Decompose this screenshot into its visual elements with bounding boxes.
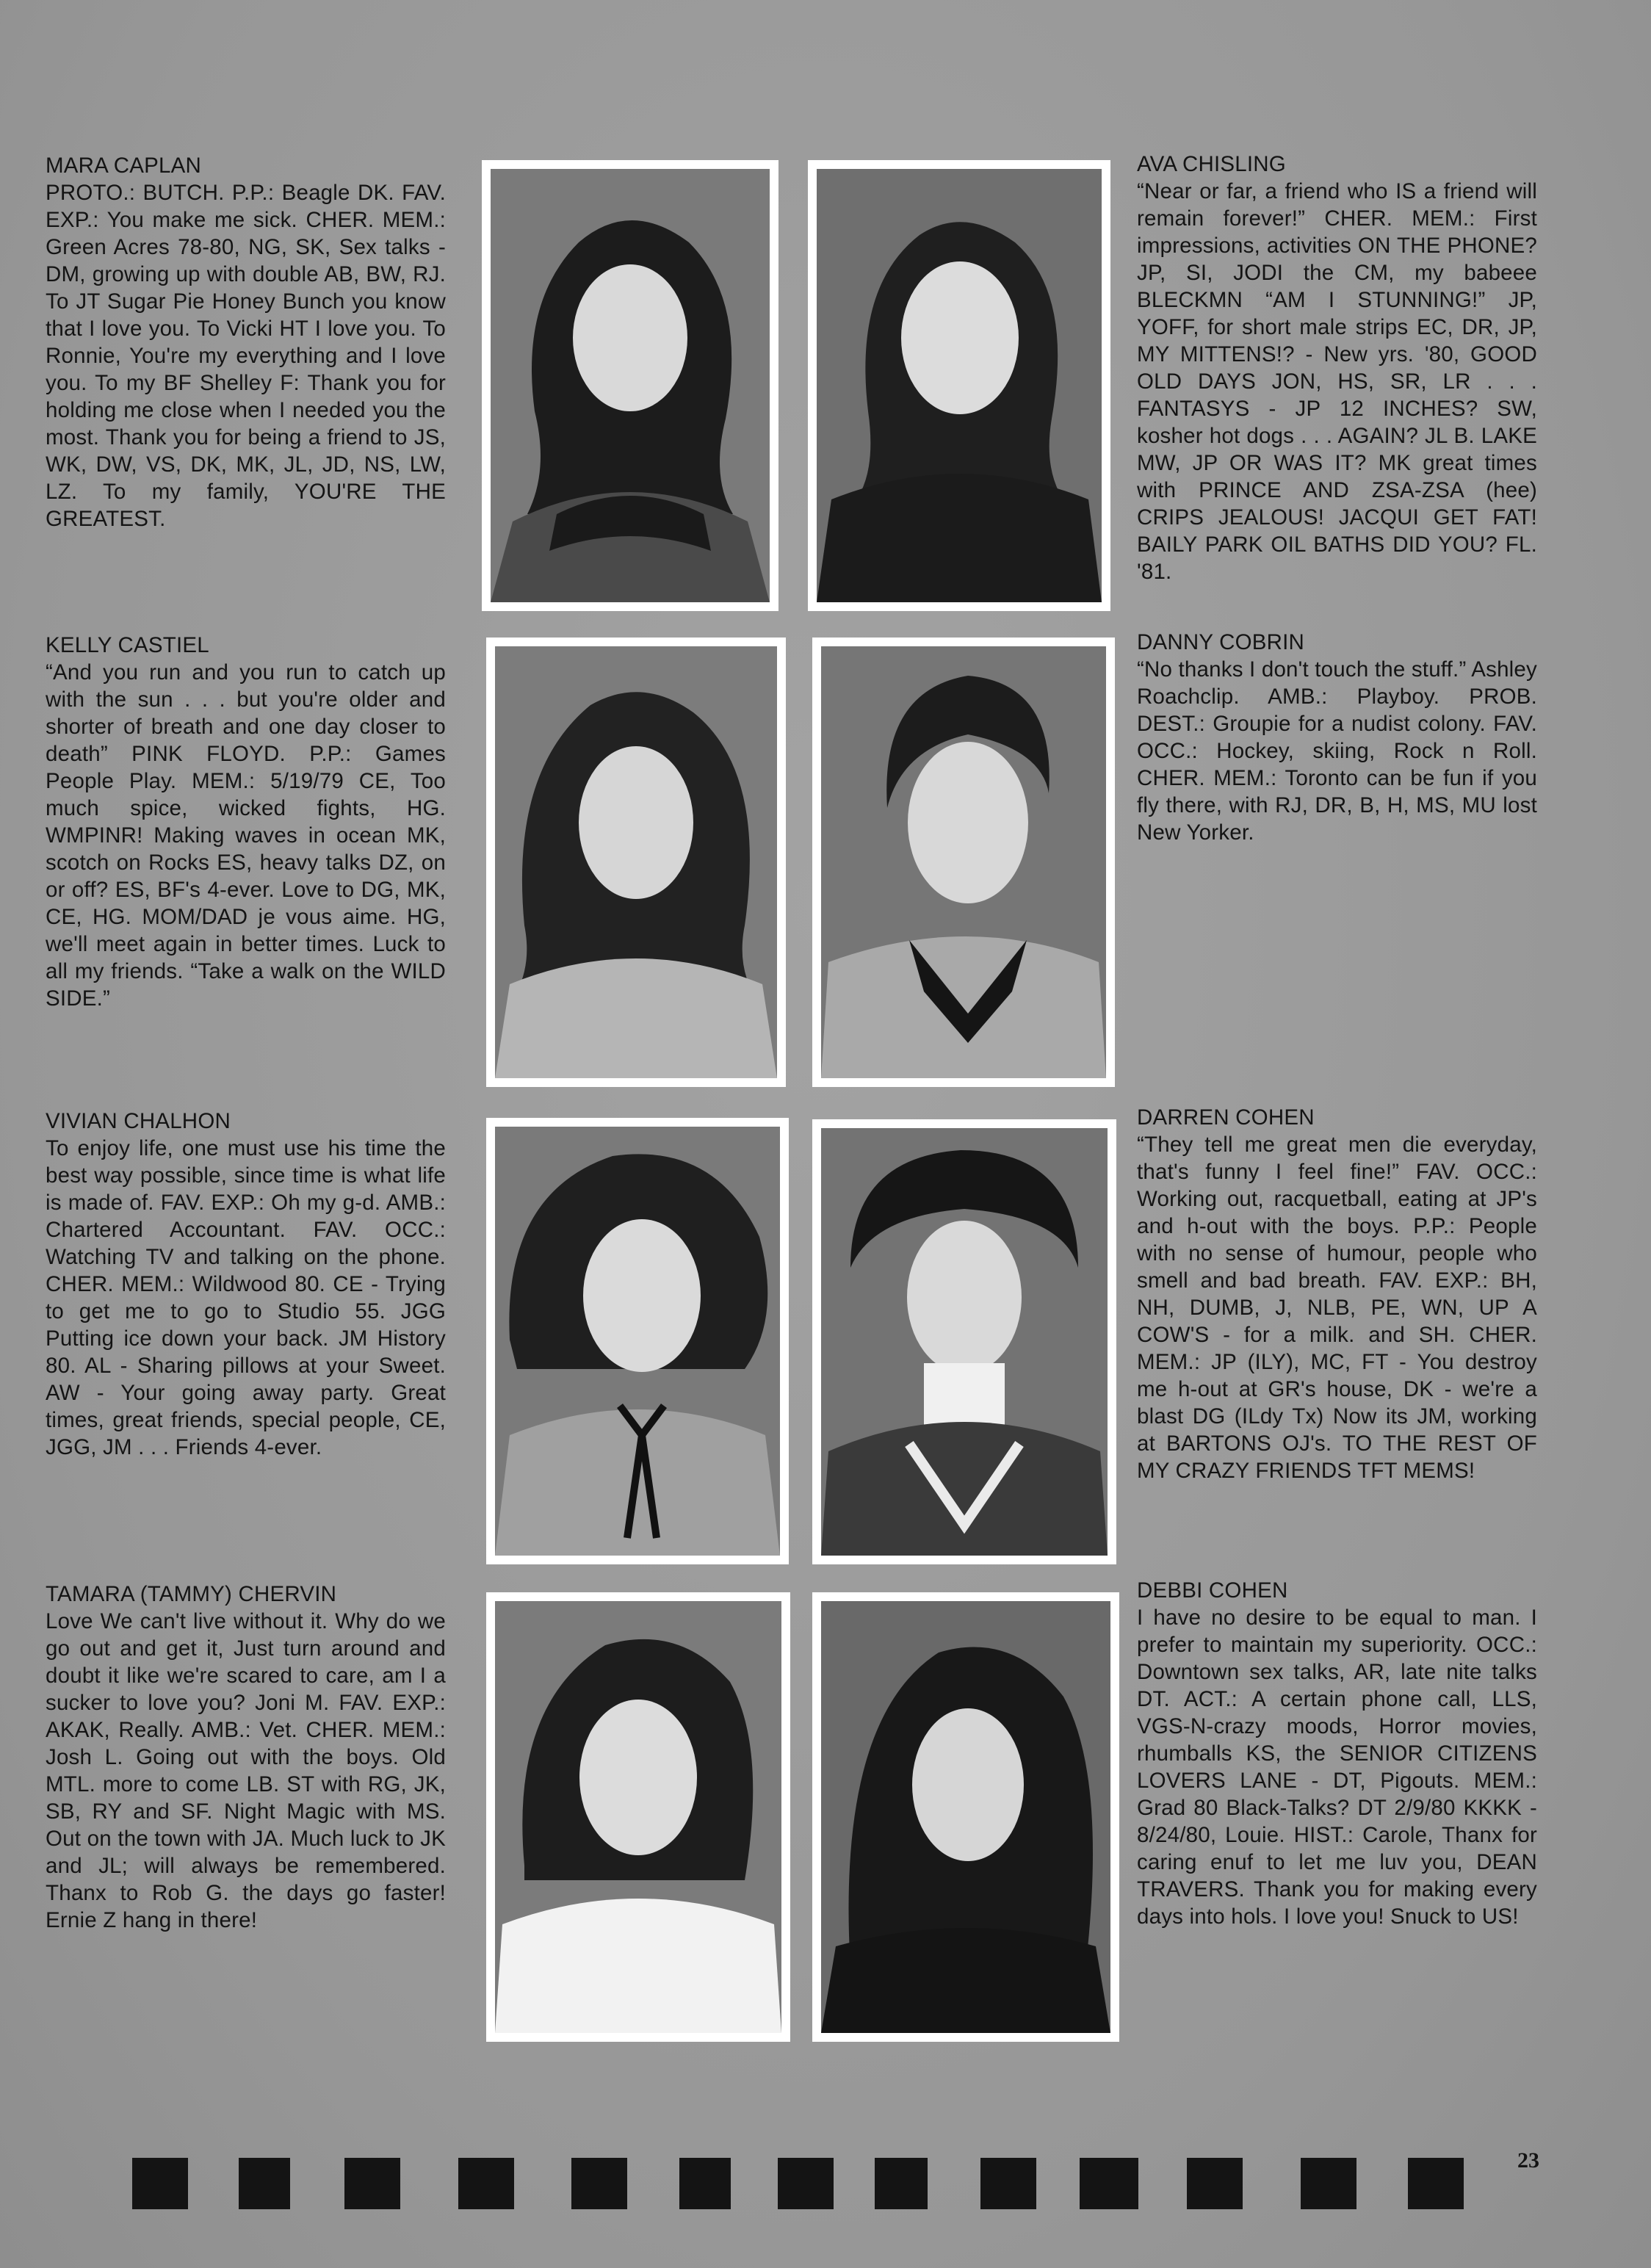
student-name: AVA CHISLING	[1137, 152, 1286, 176]
portrait-photo-ava-chisling	[808, 160, 1110, 611]
portrait-photo-mara-caplan	[482, 160, 778, 611]
student-bio-text: PROTO.: BUTCH. P.P.: Beagle DK. FAV. EXP.: You make me sick. CHER. MEM.: Green Acres 78-80, NG, SK, Sex talks - DM, growing up with double AB, BW, RJ. To JT Sugar Pie Honey Bunch you know that I love you. To Vicki HT I love you. To Ronnie, You're my everything and I love you. To my BF Shelley F: Thank you for holding me close when I needed you the most. Thank you for being a friend to JS, WK, DW, VS, DK, MK, JL, JD, NS, LW, LZ. To my family, YOU'RE THE GREATEST.	[46, 181, 446, 531]
student-bio-text: Love We can't live without it. Why do we go out and get it, Just turn around and doubt it like we're scared to care, am I a sucker to love you? Joni M. FAV. EXP.: AKAK, Really. AMB.: Vet. CHER. MEM.: Josh L. Going out with the boys. Old MTL. more to come LB. ST with RG, JK, SB, RY and SF. Night Magic with MS. Out on the town with JA. Much luck to JK and JL; will always be remembered. Thanx to Rob G. the days go faster! Ernie Z hang in there!	[46, 1609, 446, 1932]
student-name: DANNY COBRIN	[1137, 630, 1305, 654]
bio-debbi-cohen	[1137, 1577, 1537, 1930]
bio-kelly-castiel	[46, 632, 446, 1012]
student-bio-text: “They tell me great men die everyday, that's funny I feel fine!” FAV. OCC.: Working out, racquetball, eating at JP's and h-out with the boys. P.P.: People with no sense of humour, people who smell and bad breath. FAV. EXP.: BH, NH, DUMB, J, NLB, PE, WN, UP A COW'S - for a milk. and SH. CHER. MEM.: JP (ILY), MC, FT - You destroy me h-out at GR's house, DK - we're a blast DG (ILdy Tx) Now its JM, working at BARTONS OJ's. TO THE REST OF MY CRAZY FRIENDS TFT MEMS!	[1137, 1133, 1537, 1483]
portrait-photo-image	[821, 1128, 1108, 1556]
portrait-photo-image	[821, 646, 1106, 1078]
decorative-block	[571, 2158, 627, 2209]
decorative-block	[239, 2158, 290, 2209]
portrait-photo-kelly-castiel	[486, 638, 786, 1087]
portrait-photo-darren-cohen	[812, 1119, 1116, 1564]
decorative-block	[1187, 2158, 1243, 2209]
bio-darren-cohen	[1137, 1104, 1537, 1484]
student-name: MARA CAPLAN	[46, 154, 202, 178]
decorative-block	[344, 2158, 400, 2209]
decorative-block	[458, 2158, 514, 2209]
decorative-block	[875, 2158, 928, 2209]
portrait-photo-image	[495, 646, 777, 1078]
student-bio-text: I have no desire to be equal to man. I prefer to maintain my superiority. OCC.: Downtown sex talks, AR, late nite talks DT. ACT.: A certain phone call, LLS, VGS-N-crazy moods, Horror movies, rhumballs KS, the SENIOR CITIZENS LOVERS LANE - DT, Pigouts. MEM.: Grad 80 Black-Talks? DT 2/9/80 KKKK - 8/24/80, Louie. HIST.: Carole, Thanx for caring enuf to let me luv you, DEAN TRAVERS. Thank you for making every days into hols. I love you! Snuck to US!	[1137, 1606, 1537, 1929]
student-name: DARREN COHEN	[1137, 1105, 1315, 1130]
portrait-photo-vivian-chalhon	[486, 1118, 789, 1564]
portrait-photo-image	[491, 169, 770, 602]
decorative-block	[679, 2158, 731, 2209]
student-bio-text: To enjoy life, one must use his time the best way possible, since time is what life is made of. FAV. EXP.: Oh my g-d. AMB.: Chartered Accountant. FAV. OCC.: Watching TV and talking on the phone. CHER. MEM.: Wildwood 80. CE - Trying to get me to go to Studio 55. JGG Putting ice down your back. JM History 80. AL - Sharing pillows at your Sweet. AW - Your going away party. Great times, great friends, special people, CE, JGG, JM . . . Friends 4-ever.	[46, 1136, 446, 1459]
student-name: DEBBI COHEN	[1137, 1578, 1288, 1603]
decorative-block	[1301, 2158, 1356, 2209]
decorative-block	[980, 2158, 1036, 2209]
bio-vivian-chalhon	[46, 1108, 446, 1461]
page-number: 23	[1517, 2148, 1539, 2173]
decorative-block	[1408, 2158, 1464, 2209]
portrait-photo-image	[817, 169, 1102, 602]
portrait-photo-tamara-chervin	[486, 1592, 790, 2042]
decorative-block	[778, 2158, 834, 2209]
portrait-photo-danny-cobrin	[812, 638, 1115, 1087]
portrait-photo-image	[495, 1601, 781, 2033]
bio-danny-cobrin	[1137, 629, 1537, 846]
student-name: VIVIAN CHALHON	[46, 1109, 231, 1133]
student-bio-text: “Near or far, a friend who IS a friend will remain forever!” CHER. MEM.: First impressions, activities ON THE PHONE? JP, SI, JODI the CM, my babeee BLECKMN “AM I STUNNING!” JP, YOFF, for short male strips EC, DR, JP, MY MITTENS!? - New yrs. '80, GOOD OLD DAYS JON, HS, SR, LR . . . FANTASYS - JP 12 INCHES? SW, kosher hot dogs . . . AGAIN? JL B. LAKE MW, JP OR WAS IT? MK great times with PRINCE AND ZSA-ZSA (hee) CRIPS JEALOUS! JACQUI GET FAT! BAILY PARK OIL BATHS DID YOU? FL. '81.	[1137, 179, 1537, 584]
decorative-block	[1080, 2158, 1138, 2209]
portrait-photo-image	[821, 1601, 1110, 2033]
bio-mara-caplan	[46, 152, 446, 532]
student-name: TAMARA (TAMMY) CHERVIN	[46, 1582, 337, 1606]
bio-tamara-chervin	[46, 1581, 446, 1934]
decorative-block	[132, 2158, 188, 2209]
bio-ava-chisling	[1137, 151, 1537, 585]
portrait-photo-image	[495, 1127, 780, 1556]
student-bio-text: “And you run and you run to catch up with the sun . . . but you're older and shorter of breath and one day closer to death” PINK FLOYD. P.P.: Games People Play. MEM.: 5/19/79 CE, Too much spice, wicked fights, HG. WMPINR! Making waves in ocean MK, scotch on Rocks ES, heavy talks DZ, on or off? ES, BF's 4-ever. Love to DG, MK, CE, HG. MOM/DAD je vous aime. HG, we'll meet again in better times. Luck to all my friends. “Take a walk on the WILD SIDE.”	[46, 660, 446, 1011]
student-bio-text: “No thanks I don't touch the stuff.” Ashley Roachclip. AMB.: Playboy. PROB. DEST.: Groupie for a nudist colony. FAV. OCC.: Hockey, skiing, Rock n Roll. CHER. MEM.: Toronto can be fun if you fly there, with RJ, DR, B, H, MS, MU lost New Yorker.	[1137, 657, 1537, 845]
student-name: KELLY CASTIEL	[46, 633, 209, 657]
portrait-photo-debbi-cohen	[812, 1592, 1119, 2042]
